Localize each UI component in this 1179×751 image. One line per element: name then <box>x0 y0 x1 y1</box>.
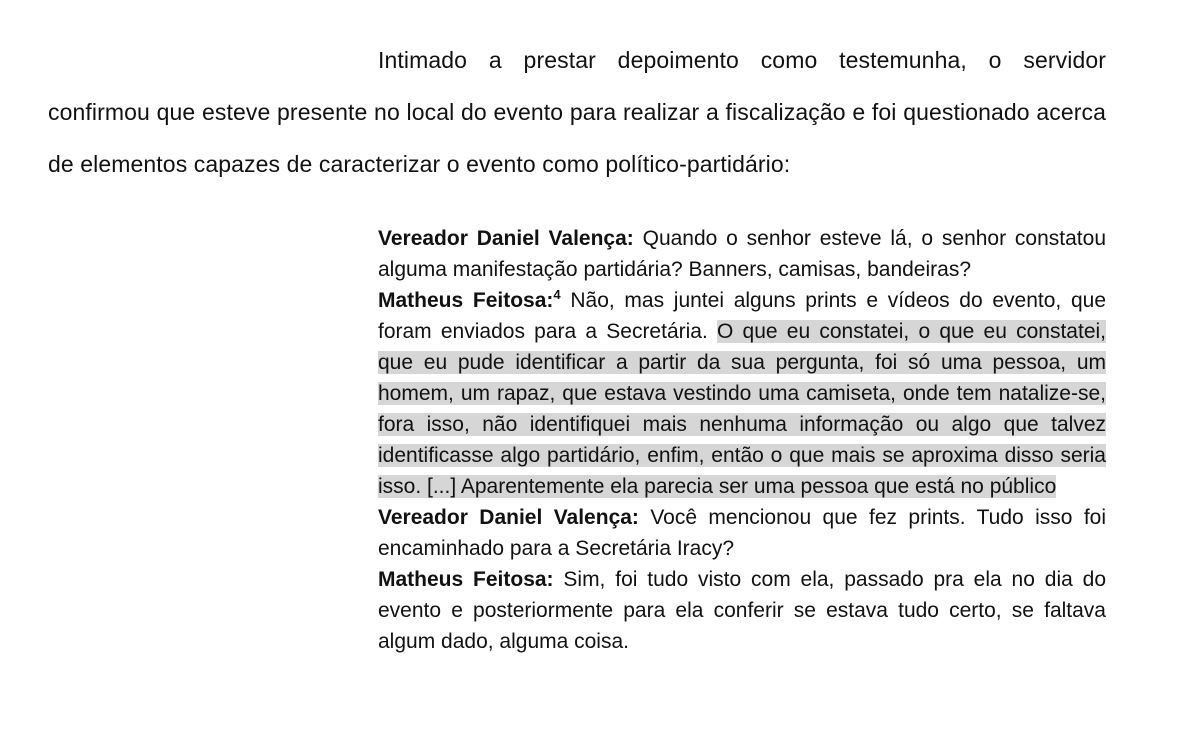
speaker-name: Matheus Feitosa: <box>378 289 554 312</box>
speech-text: Você mencionou que fez prints. Tudo isso foi encaminhado para a Secretária Iracy? <box>378 506 1106 560</box>
speech-text: Não, mas juntei alguns prints e vídeos do evento, que foram enviados para a Secretária. <box>378 289 1106 343</box>
speaker-name: Vereador Daniel Valença: <box>378 506 639 529</box>
footnote-marker: 4 <box>553 287 561 302</box>
transcript-entry <box>378 502 1106 564</box>
transcript-entry <box>378 564 1106 657</box>
testimony-quote <box>378 223 1106 657</box>
speaker-name: Vereador Daniel Valença: <box>378 227 634 250</box>
speech-text: Quando o senhor esteve lá, o senhor constatou alguma manifestação partidária? Banners, camisas, bandeiras? <box>378 227 1106 281</box>
transcript-entry <box>378 285 1106 502</box>
speech-text: Sim, foi tudo visto com ela, passado pra ela no dia do evento e posteriormente para ela conferir se estava tudo certo, se faltava algum dado, alguma coisa. <box>378 568 1106 653</box>
transcript-entry <box>378 223 1106 285</box>
highlighted-speech-text: O que eu constatei, o que eu constatei, que eu pude identificar a partir da sua pergunta, foi só uma pessoa, um homem, um rapaz, que estava vestindo uma camiseta, onde tem natalize-se, fora isso, não identifiquei mais nenhuma informação ou algo que talvez identificasse algo partidário, enfim, então o que mais se aproxima disso seria isso. [...] Aparentemente ela parecia ser uma pessoa que está no público <box>378 320 1107 498</box>
speaker-name: Matheus Feitosa: <box>378 568 554 591</box>
intro-paragraph: Intimado a prestar depoimento como testemunha, o servidor confirmou que esteve presente no local do evento para realizar a fiscalização e foi questionado acerca de elementos capazes de caracterizar o evento como político-partidário: <box>48 47 1106 177</box>
